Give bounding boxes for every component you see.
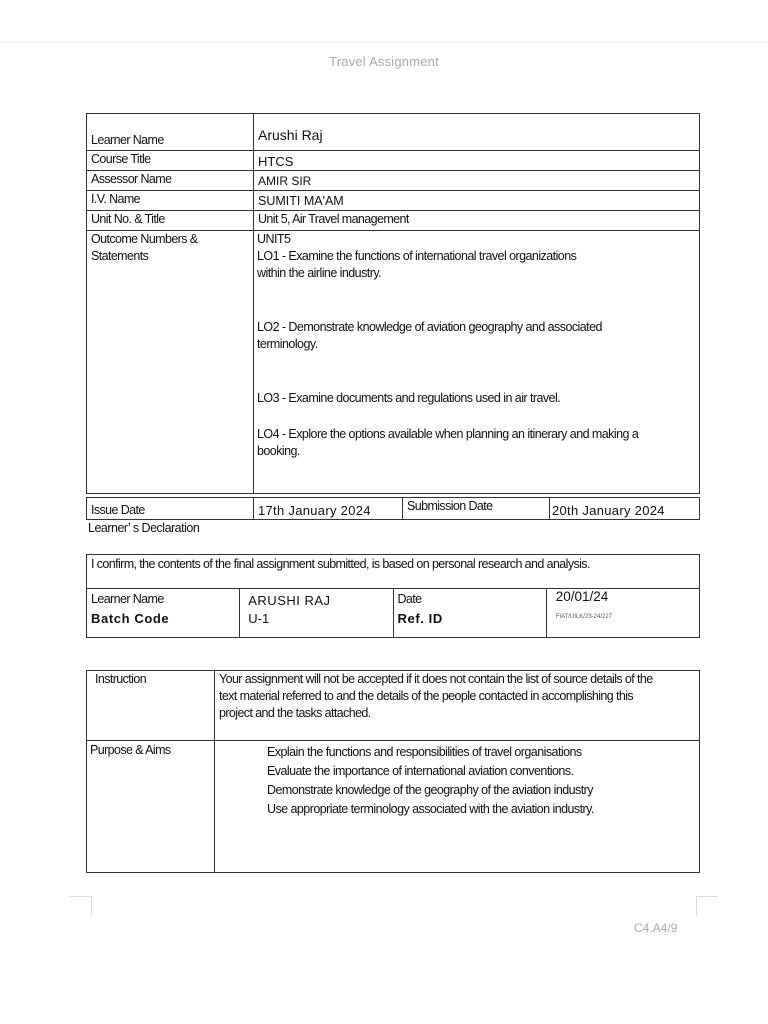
- date-label: Date: [397, 592, 422, 606]
- submission-date-value: 20th January 2024: [550, 498, 700, 520]
- aims-list: [215, 741, 700, 873]
- iv-name-value: SUMITI MA'AM: [254, 191, 700, 211]
- lo4-statement: LO4 - Explore the options available when planning an itinerary and making a booking.: [257, 427, 639, 458]
- outcome-statements: [254, 231, 700, 494]
- table-row: [87, 231, 700, 494]
- assessor-name-value: AMIR SIR: [254, 171, 700, 191]
- purpose-label: Purpose & Aims: [87, 741, 215, 873]
- learner-batch-labels: [87, 589, 240, 638]
- outcome-label: [87, 231, 254, 494]
- list-item: Demonstrate knowledge of the geography of the aviation industry: [267, 783, 593, 797]
- page-title: Travel Assignment: [329, 54, 439, 69]
- list-item: Evaluate the importance of international aviation conventions.: [267, 764, 574, 778]
- table-row: [87, 211, 700, 231]
- unit-label: Unit No. & Title: [87, 211, 254, 231]
- learner-batch-values: [240, 589, 393, 638]
- date-ref-labels: [393, 589, 546, 638]
- course-title-label: Course Title: [87, 151, 254, 171]
- instruction-text: Your assignment will not be accepted if it does not contain the list of source details of the text material referred to and the details of the people contacted in accomplishing this project and the tasks attached.: [215, 671, 700, 741]
- outcome-unit: UNIT5: [257, 232, 291, 246]
- outcome-label-line1: Outcome Numbers &: [91, 232, 198, 246]
- table-row: [87, 114, 700, 151]
- learner-name-label: Learner Name: [87, 114, 254, 151]
- crop-mark: [696, 896, 697, 916]
- declaration-table: [86, 554, 700, 638]
- declaration-title: Learner’ s Declaration: [88, 521, 200, 535]
- batch-code-value: U-1: [248, 611, 270, 626]
- list-item: Explain the functions and responsibilities of travel organisations: [267, 745, 582, 759]
- lo2-statement: LO2 - Demonstrate knowledge of aviation geography and associated terminology.: [257, 320, 602, 351]
- declaration-statement: I confirm, the contents of the final assignment submitted, is based on personal research and analysis.: [87, 555, 700, 589]
- table-row: [87, 191, 700, 211]
- date-ref-values: [546, 589, 699, 638]
- ref-id-value: FIAT/UILK/23-24/227: [555, 614, 612, 620]
- ref-id-label: Ref. ID: [397, 611, 443, 626]
- submission-date-label: Submission Date: [403, 498, 550, 520]
- crop-mark: [91, 896, 92, 916]
- page-top-border: [0, 42, 768, 43]
- table-row: [87, 671, 700, 741]
- issue-date-label: Issue Date: [87, 498, 254, 520]
- learner-name-value: Arushi Raj: [254, 114, 700, 151]
- lo3-statement: LO3 - Examine documents and regulations used in air travel.: [257, 391, 561, 405]
- table-row: [87, 498, 700, 520]
- table-row: [87, 151, 700, 171]
- lo1-statement: LO1 - Examine the functions of international travel organizations within the airline industry.: [257, 249, 577, 280]
- instruction-label: Instruction: [87, 671, 215, 741]
- course-title-value: HTCS: [254, 151, 700, 171]
- outcome-label-line2: Statements: [91, 249, 149, 263]
- dates-table: [86, 497, 700, 520]
- table-row: [87, 171, 700, 191]
- declaration-learner-name-value: ARUSHI RAJ: [248, 593, 331, 608]
- assessor-name-label: Assessor Name: [87, 171, 254, 191]
- batch-code-label: Batch Code: [91, 611, 170, 626]
- declaration-learner-name-label: Learner Name: [91, 592, 164, 606]
- footer-code: C4.A4/9: [634, 921, 678, 935]
- unit-value: Unit 5, Air Travel management: [254, 211, 700, 231]
- table-row: [87, 589, 700, 638]
- crop-mark: [696, 896, 718, 897]
- date-value: 20/01/24: [555, 589, 609, 604]
- issue-date-value: 17th January 2024: [254, 498, 403, 520]
- table-row: [87, 555, 700, 589]
- list-item: Use appropriate terminology associated with the aviation industry.: [267, 802, 594, 816]
- instructions-table: [86, 670, 700, 873]
- iv-name-label: I.V. Name: [87, 191, 254, 211]
- assignment-details-table: [86, 113, 700, 494]
- table-row: [87, 741, 700, 873]
- crop-mark: [70, 896, 92, 897]
